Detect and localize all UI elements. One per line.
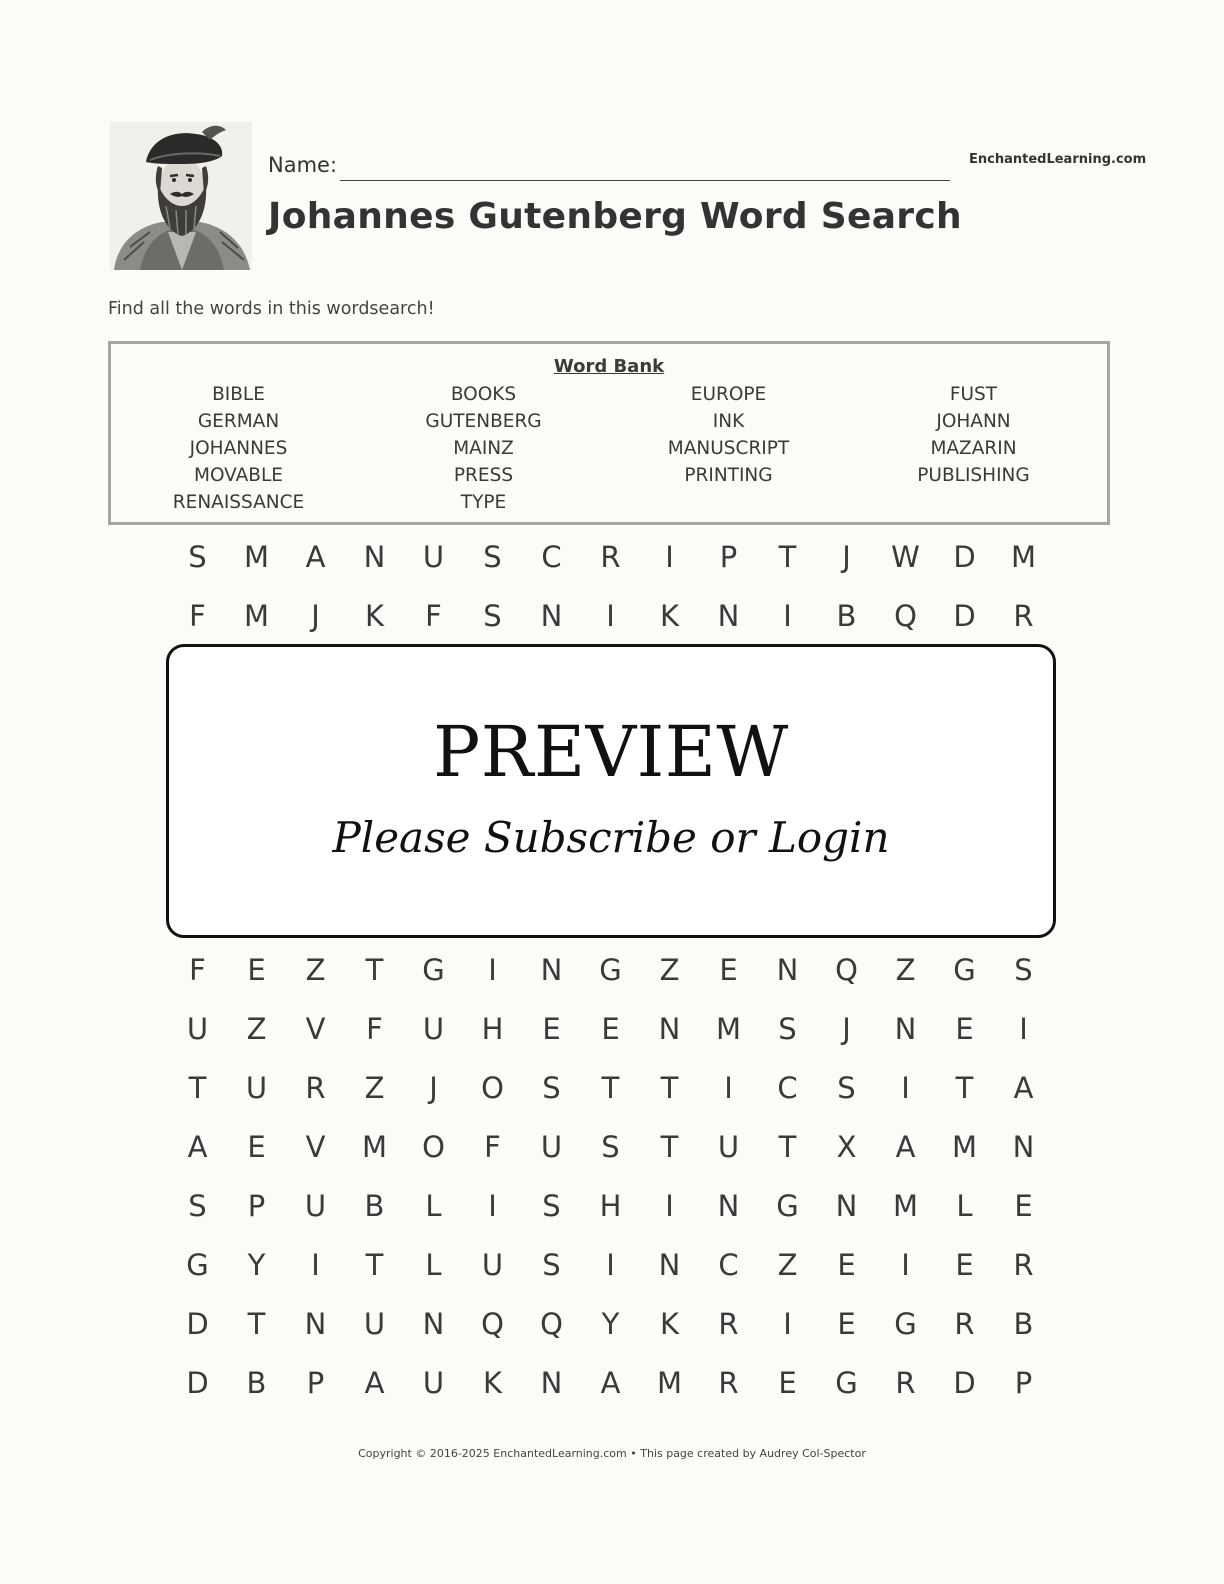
grid-letter: R [1013,1248,1034,1282]
word-bank-word: PRESS [453,465,514,486]
grid-letter: T [660,1071,679,1105]
grid-letter: U [422,1366,445,1400]
grid-letter: N [776,953,799,987]
word-bank-word: PUBLISHING [917,465,1030,486]
grid-letter: N [835,1189,858,1223]
grid-letter: B [246,1366,267,1400]
grid-letter: P [719,540,738,574]
grid-letter: Z [305,953,326,987]
grid-letter: I [311,1248,320,1282]
grid-letter: P [1014,1366,1033,1400]
grid-letter: M [951,1130,978,1164]
grid-letter: W [891,540,920,574]
grid-letter: N [304,1307,327,1341]
grid-letter: U [481,1248,504,1282]
grid-letter: E [601,1012,620,1046]
grid-letter: I [488,953,497,987]
grid-letter: D [953,599,976,633]
grid-letter: M [656,1366,683,1400]
grid-letter: I [901,1248,910,1282]
grid-letter: M [715,1012,742,1046]
grid-letter: T [188,1071,207,1105]
grid-row [168,1245,1053,1285]
grid-letter: B [836,599,857,633]
grid-letter: I [724,1071,733,1105]
grid-letter: K [659,599,680,633]
grid-letter: S [601,1130,620,1164]
grid-letter: R [718,1366,739,1400]
grid-letter: M [243,599,270,633]
grid-letter: U [422,1012,445,1046]
grid-letter: F [189,599,206,633]
grid-letter: Q [835,953,858,987]
grid-letter: I [783,1307,792,1341]
grid-letter: E [778,1366,797,1400]
grid-letter: T [778,1130,797,1164]
grid-letter: G [894,1307,917,1341]
grid-letter: Q [540,1307,563,1341]
grid-letter: R [1013,599,1034,633]
grid-letter: R [600,540,621,574]
name-input-line[interactable] [340,180,950,181]
grid-letter: D [953,1366,976,1400]
grid-letter: N [363,540,386,574]
grid-letter: Z [364,1071,385,1105]
word-bank-word: RENAISSANCE [172,492,305,513]
word-bank-word: PRINTING [684,465,773,486]
grid-letter: G [953,953,976,987]
word-bank-word: JOHANN [936,411,1011,432]
grid-letter: J [842,1012,851,1046]
word-bank-word: BOOKS [450,384,517,405]
grid-row [168,950,1053,990]
preview-heading: PREVIEW [433,711,789,793]
grid-row [168,537,1053,577]
word-bank-title: Word Bank [553,356,665,377]
grid-letter: N [658,1248,681,1282]
grid-letter: A [364,1366,385,1400]
grid-letter: J [311,599,320,633]
grid-letter: I [665,1189,674,1223]
grid-letter: L [425,1248,442,1282]
site-watermark: EnchantedLearning.com [969,152,1147,167]
word-bank-word: JOHANNES [189,438,288,459]
grid-letter: M [361,1130,388,1164]
grid-letter: S [542,1248,561,1282]
grid-letter: A [895,1130,916,1164]
grid-letter: G [422,953,445,987]
grid-letter: E [247,1130,266,1164]
grid-letter: K [659,1307,680,1341]
grid-row [168,1304,1053,1344]
grid-letter: A [1013,1071,1034,1105]
preview-overlay[interactable] [166,644,1056,938]
grid-letter: T [778,540,797,574]
grid-letter: E [542,1012,561,1046]
grid-letter: I [606,599,615,633]
word-bank-word: BIBLE [212,384,265,405]
word-bank-word: MAZARIN [930,438,1017,459]
grid-letter: O [422,1130,445,1164]
footer-copyright: Copyright © 2016-2025 EnchantedLearning.com • This page created by Audrey Col-Spector [358,1447,866,1460]
grid-letter: U [304,1189,327,1223]
word-bank [108,341,1110,525]
grid-row [168,1009,1053,1049]
grid-letter: U [186,1012,209,1046]
grid-letter: I [783,599,792,633]
grid-letter: N [422,1307,445,1341]
word-bank-word: EUROPE [690,384,767,405]
grid-letter: E [955,1248,974,1282]
grid-letter: E [837,1248,856,1282]
grid-row [168,1363,1053,1403]
grid-letter: U [540,1130,563,1164]
grid-letter: A [305,540,326,574]
grid-letter: T [247,1307,266,1341]
grid-letter: F [189,953,206,987]
grid-letter: N [540,599,563,633]
word-bank-word: INK [712,411,745,432]
grid-letter: B [364,1189,385,1223]
grid-letter: L [425,1189,442,1223]
grid-letter: Y [247,1248,266,1282]
word-bank-word: MANUSCRIPT [667,438,790,459]
word-bank-word: GUTENBERG [425,411,542,432]
grid-letter: C [718,1248,739,1282]
grid-letter: S [778,1012,797,1046]
grid-letter: X [836,1130,857,1164]
word-bank-list [116,381,1096,516]
grid-letter: T [955,1071,974,1105]
grid-letter: D [186,1366,209,1400]
grid-letter: V [305,1012,326,1046]
grid-letter: M [892,1189,919,1223]
grid-letter: U [245,1071,268,1105]
grid-letter: E [1014,1189,1033,1223]
grid-letter: T [601,1071,620,1105]
word-bank-word: TYPE [460,492,507,513]
grid-letter: C [541,540,562,574]
grid-letter: R [954,1307,975,1341]
grid-letter: R [718,1307,739,1341]
grid-letter: U [363,1307,386,1341]
grid-letter: G [599,953,622,987]
grid-letter: M [1010,540,1037,574]
grid-letter: N [717,1189,740,1223]
grid-letter: S [1014,953,1033,987]
grid-letter: T [365,1248,384,1282]
grid-letter: Y [601,1307,620,1341]
grid-letter: L [956,1189,973,1223]
grid-letter: V [305,1130,326,1164]
grid-letter: Q [481,1307,504,1341]
grid-letter: Z [777,1248,798,1282]
grid-letter: N [894,1012,917,1046]
word-bank-word: MOVABLE [193,465,283,486]
grid-letter: Z [895,953,916,987]
grid-letter: F [425,599,442,633]
grid-letter: G [186,1248,209,1282]
grid-letter: S [837,1071,856,1105]
grid-letter: E [955,1012,974,1046]
grid-row [168,1068,1053,1108]
grid-letter: P [247,1189,266,1223]
grid-letter: H [481,1012,504,1046]
grid-letter: I [488,1189,497,1223]
grid-letter: K [364,599,385,633]
grid-letter: S [483,540,502,574]
grid-letter: H [599,1189,622,1223]
word-bank-word: FUST [949,384,998,405]
grid-letter: E [247,953,266,987]
grid-letter: U [422,540,445,574]
grid-letter: N [658,1012,681,1046]
grid-letter: S [542,1189,561,1223]
word-bank-word: MAINZ [453,438,514,459]
grid-letter: C [777,1071,798,1105]
grid-letter: J [842,540,851,574]
grid-letter: S [483,599,502,633]
grid-letter: I [665,540,674,574]
grid-row [168,1186,1053,1226]
grid-row [168,1127,1053,1167]
grid-letter: D [186,1307,209,1341]
grid-letter: N [1012,1130,1035,1164]
grid-letter: E [719,953,738,987]
grid-letter: I [901,1071,910,1105]
grid-letter: O [481,1071,504,1105]
grid-letter: Z [659,953,680,987]
grid-letter: Q [894,599,917,633]
grid-letter: R [895,1366,916,1400]
grid-letter: M [243,540,270,574]
grid-letter: F [484,1130,501,1164]
grid-letter: S [188,1189,207,1223]
grid-letter: B [1013,1307,1034,1341]
grid-letter: Z [246,1012,267,1046]
grid-letter: N [717,599,740,633]
page-title: Johannes Gutenberg Word Search [268,196,962,237]
grid-letter: T [365,953,384,987]
gutenberg-portrait-icon [110,122,252,270]
grid-letter: S [542,1071,561,1105]
grid-letter: S [188,540,207,574]
subscribe-login-prompt[interactable]: Please Subscribe or Login [332,813,890,862]
word-bank-word: GERMAN [197,411,280,432]
instructions: Find all the words in this wordsearch! [108,299,435,319]
grid-letter: N [540,953,563,987]
grid-letter: F [366,1012,383,1046]
grid-letter: K [482,1366,503,1400]
grid-letter: P [306,1366,325,1400]
grid-row [168,596,1053,636]
grid-letter: U [717,1130,740,1164]
grid-letter: E [837,1307,856,1341]
grid-letter: A [187,1130,208,1164]
name-label: Name: [268,153,338,177]
grid-letter: T [660,1130,679,1164]
grid-letter: A [600,1366,621,1400]
grid-letter: D [953,540,976,574]
grid-letter: I [606,1248,615,1282]
grid-letter: N [540,1366,563,1400]
grid-letter: I [1019,1012,1028,1046]
grid-letter: J [429,1071,438,1105]
grid-letter: G [776,1189,799,1223]
grid-letter: R [305,1071,326,1105]
grid-letter: G [835,1366,858,1400]
